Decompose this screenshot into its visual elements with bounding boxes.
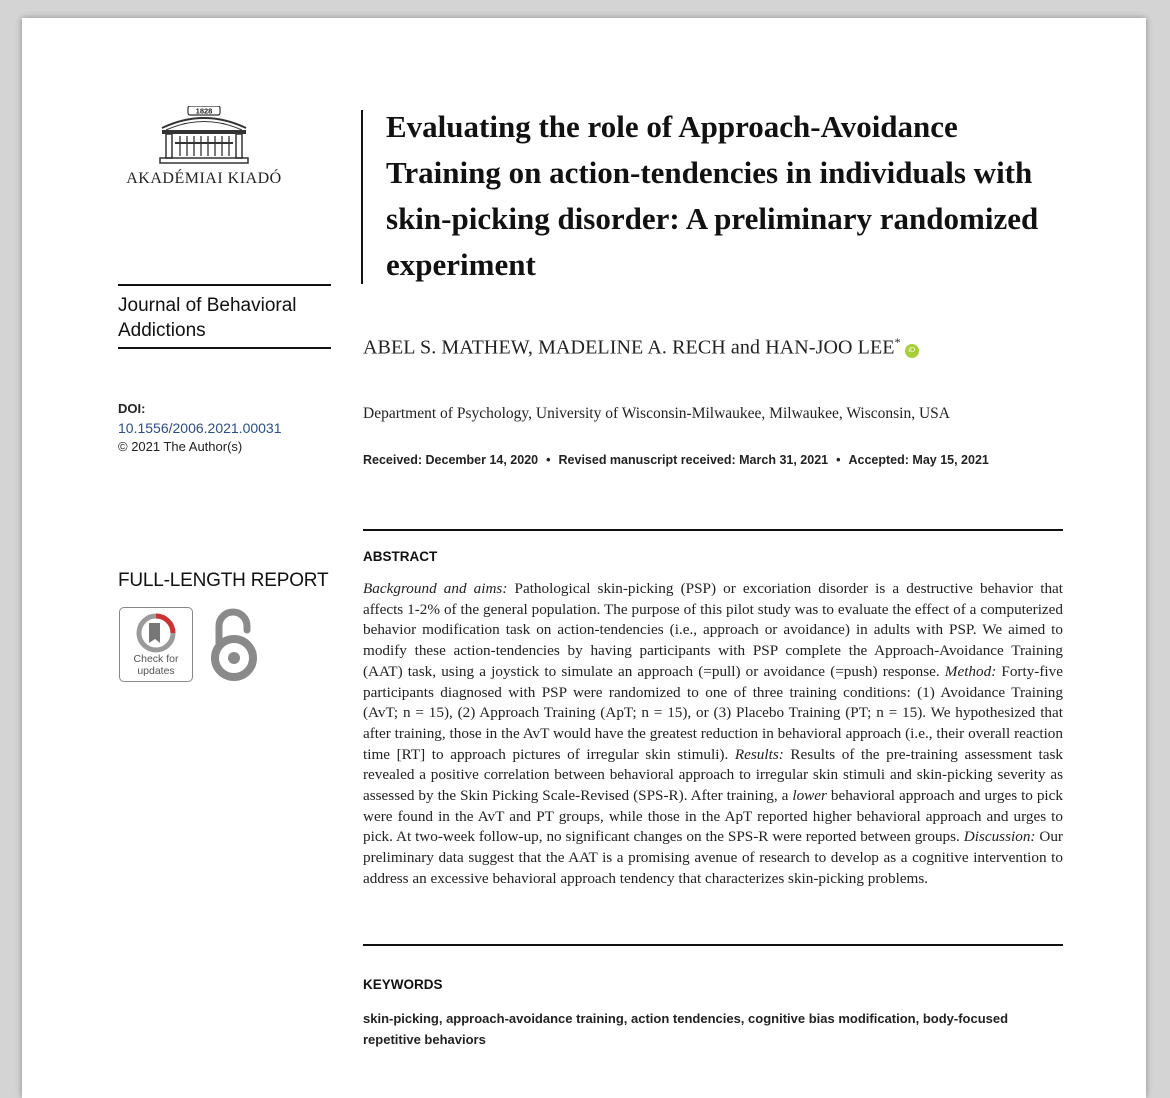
author-names: ABEL S. MATHEW, MADELINE A. RECH and HAN-JOO LEE: [363, 336, 895, 359]
abstract-results-label: Results:: [734, 745, 784, 763]
author-list: [363, 335, 919, 360]
abstract-method-label: Method:: [944, 662, 997, 680]
check-for-updates-icon: [136, 613, 176, 653]
abstract-body: [363, 579, 1063, 890]
journal-name: Journal of Behavioral Addictions: [118, 295, 297, 341]
abstract-results-text-b: behavioral approach and urges to pick were found in the AvT and PT groups, while those in the ApT reported higher behavioral approach and urges to pick. At two-week follow-up, no significant changes on the SPS-R were reported between groups.: [363, 787, 1063, 846]
title-bar: [361, 110, 363, 284]
article-title: Evaluating the role of Approach-Avoidance Training on action-tendencies in individuals with skin-picking disorder: A preliminary randomized experiment: [386, 109, 1039, 282]
open-access-icon: [207, 606, 263, 689]
check-for-updates-badge[interactable]: [119, 607, 193, 682]
keywords-list: skin-picking, approach-avoidance training, action tendencies, cognitive bias modification, body-focused repetitive behaviors: [363, 1011, 1009, 1047]
received-date: Received: December 14, 2020: [363, 453, 539, 467]
abstract-method-text: Forty-five participants diagnosed with PSP were randomized to one of three training conditions: (1) Avoidance Training (AvT; n = 15), (2) Approach Training (ApT; n = 15), or (3) Placebo Training (PT; n = 15). We hypothesized that after training, those in the AvT would have the greatest reduction in behavioral approach (i.e., their overall reaction time [RT] to approach pictures of irregular skin stimuli).: [363, 662, 1063, 763]
abstract-background-label: Background and aims:: [363, 580, 508, 597]
abstract-discussion-label: Discussion:: [963, 828, 1036, 846]
orcid-icon[interactable]: iD: [905, 344, 919, 358]
abstract-discussion-text: Our preliminary data suggest that the AAT is a promising avenue of research to develop as a cognitive intervention to address an excessive behavioral approach tendency that characterizes skin-picking problems.: [363, 828, 1063, 887]
journal-top-rule: [118, 284, 331, 286]
badge-line-2: updates: [137, 665, 175, 677]
date-separator: •: [836, 453, 841, 467]
building-icon: [158, 106, 250, 166]
abstract-results-text-a: Results of the pre-training assessment task revealed a positive correlation between behavioral approach to irregular skin stimuli and skin-picking severity as assessed by the Skin Picking Scale-Revised (SPS-R). After training, a: [363, 745, 1063, 805]
article-dates: [363, 453, 989, 467]
abstract-background-text: Pathological skin-picking (PSP) or excoriation disorder is a destructive behavior that affects 1-2% of the general population. The purpose of this pilot study was to evaluate the effect of a computerized behavior modification task on action-tendencies (i.e., approach or avoidance) in adults with PSP. We aimed to modify these action-tendencies by having participants with PSP complete the Approach-Avoidance Training (AAT) task, using a joystick to simulate an approach (=pull) or avoidance (=push) response.: [363, 580, 1063, 680]
date-separator: •: [546, 453, 551, 467]
logo-year: 1828: [195, 106, 213, 116]
accepted-date: Accepted: May 15, 2021: [848, 453, 989, 467]
publisher-logo: [119, 106, 289, 188]
abstract-results-italic: lower: [792, 787, 827, 805]
abstract-heading: ABSTRACT: [363, 549, 438, 564]
journal-bottom-rule: [118, 347, 331, 349]
article-type: FULL-LENGTH REPORT: [118, 570, 329, 591]
revised-date: Revised manuscript received: March 31, 2021: [558, 453, 829, 467]
doi-link[interactable]: 10.1556/2006.2021.00031: [118, 420, 282, 436]
publisher-name: AKADÉMIAI KIADÓ: [126, 170, 282, 187]
affiliation: Department of Psychology, University of Wisconsin-Milwaukee, Milwaukee, Wisconsin, USA: [363, 405, 950, 422]
paper-page: [22, 18, 1146, 1098]
badge-line-1: Check for: [133, 653, 179, 665]
keywords-heading: KEYWORDS: [363, 977, 443, 992]
abstract-top-rule: [363, 529, 1063, 531]
doi-label: DOI:: [118, 401, 146, 416]
abstract-bottom-rule: [363, 944, 1063, 946]
copyright: © 2021 The Author(s): [118, 439, 243, 454]
corresponding-mark: *: [894, 335, 901, 349]
